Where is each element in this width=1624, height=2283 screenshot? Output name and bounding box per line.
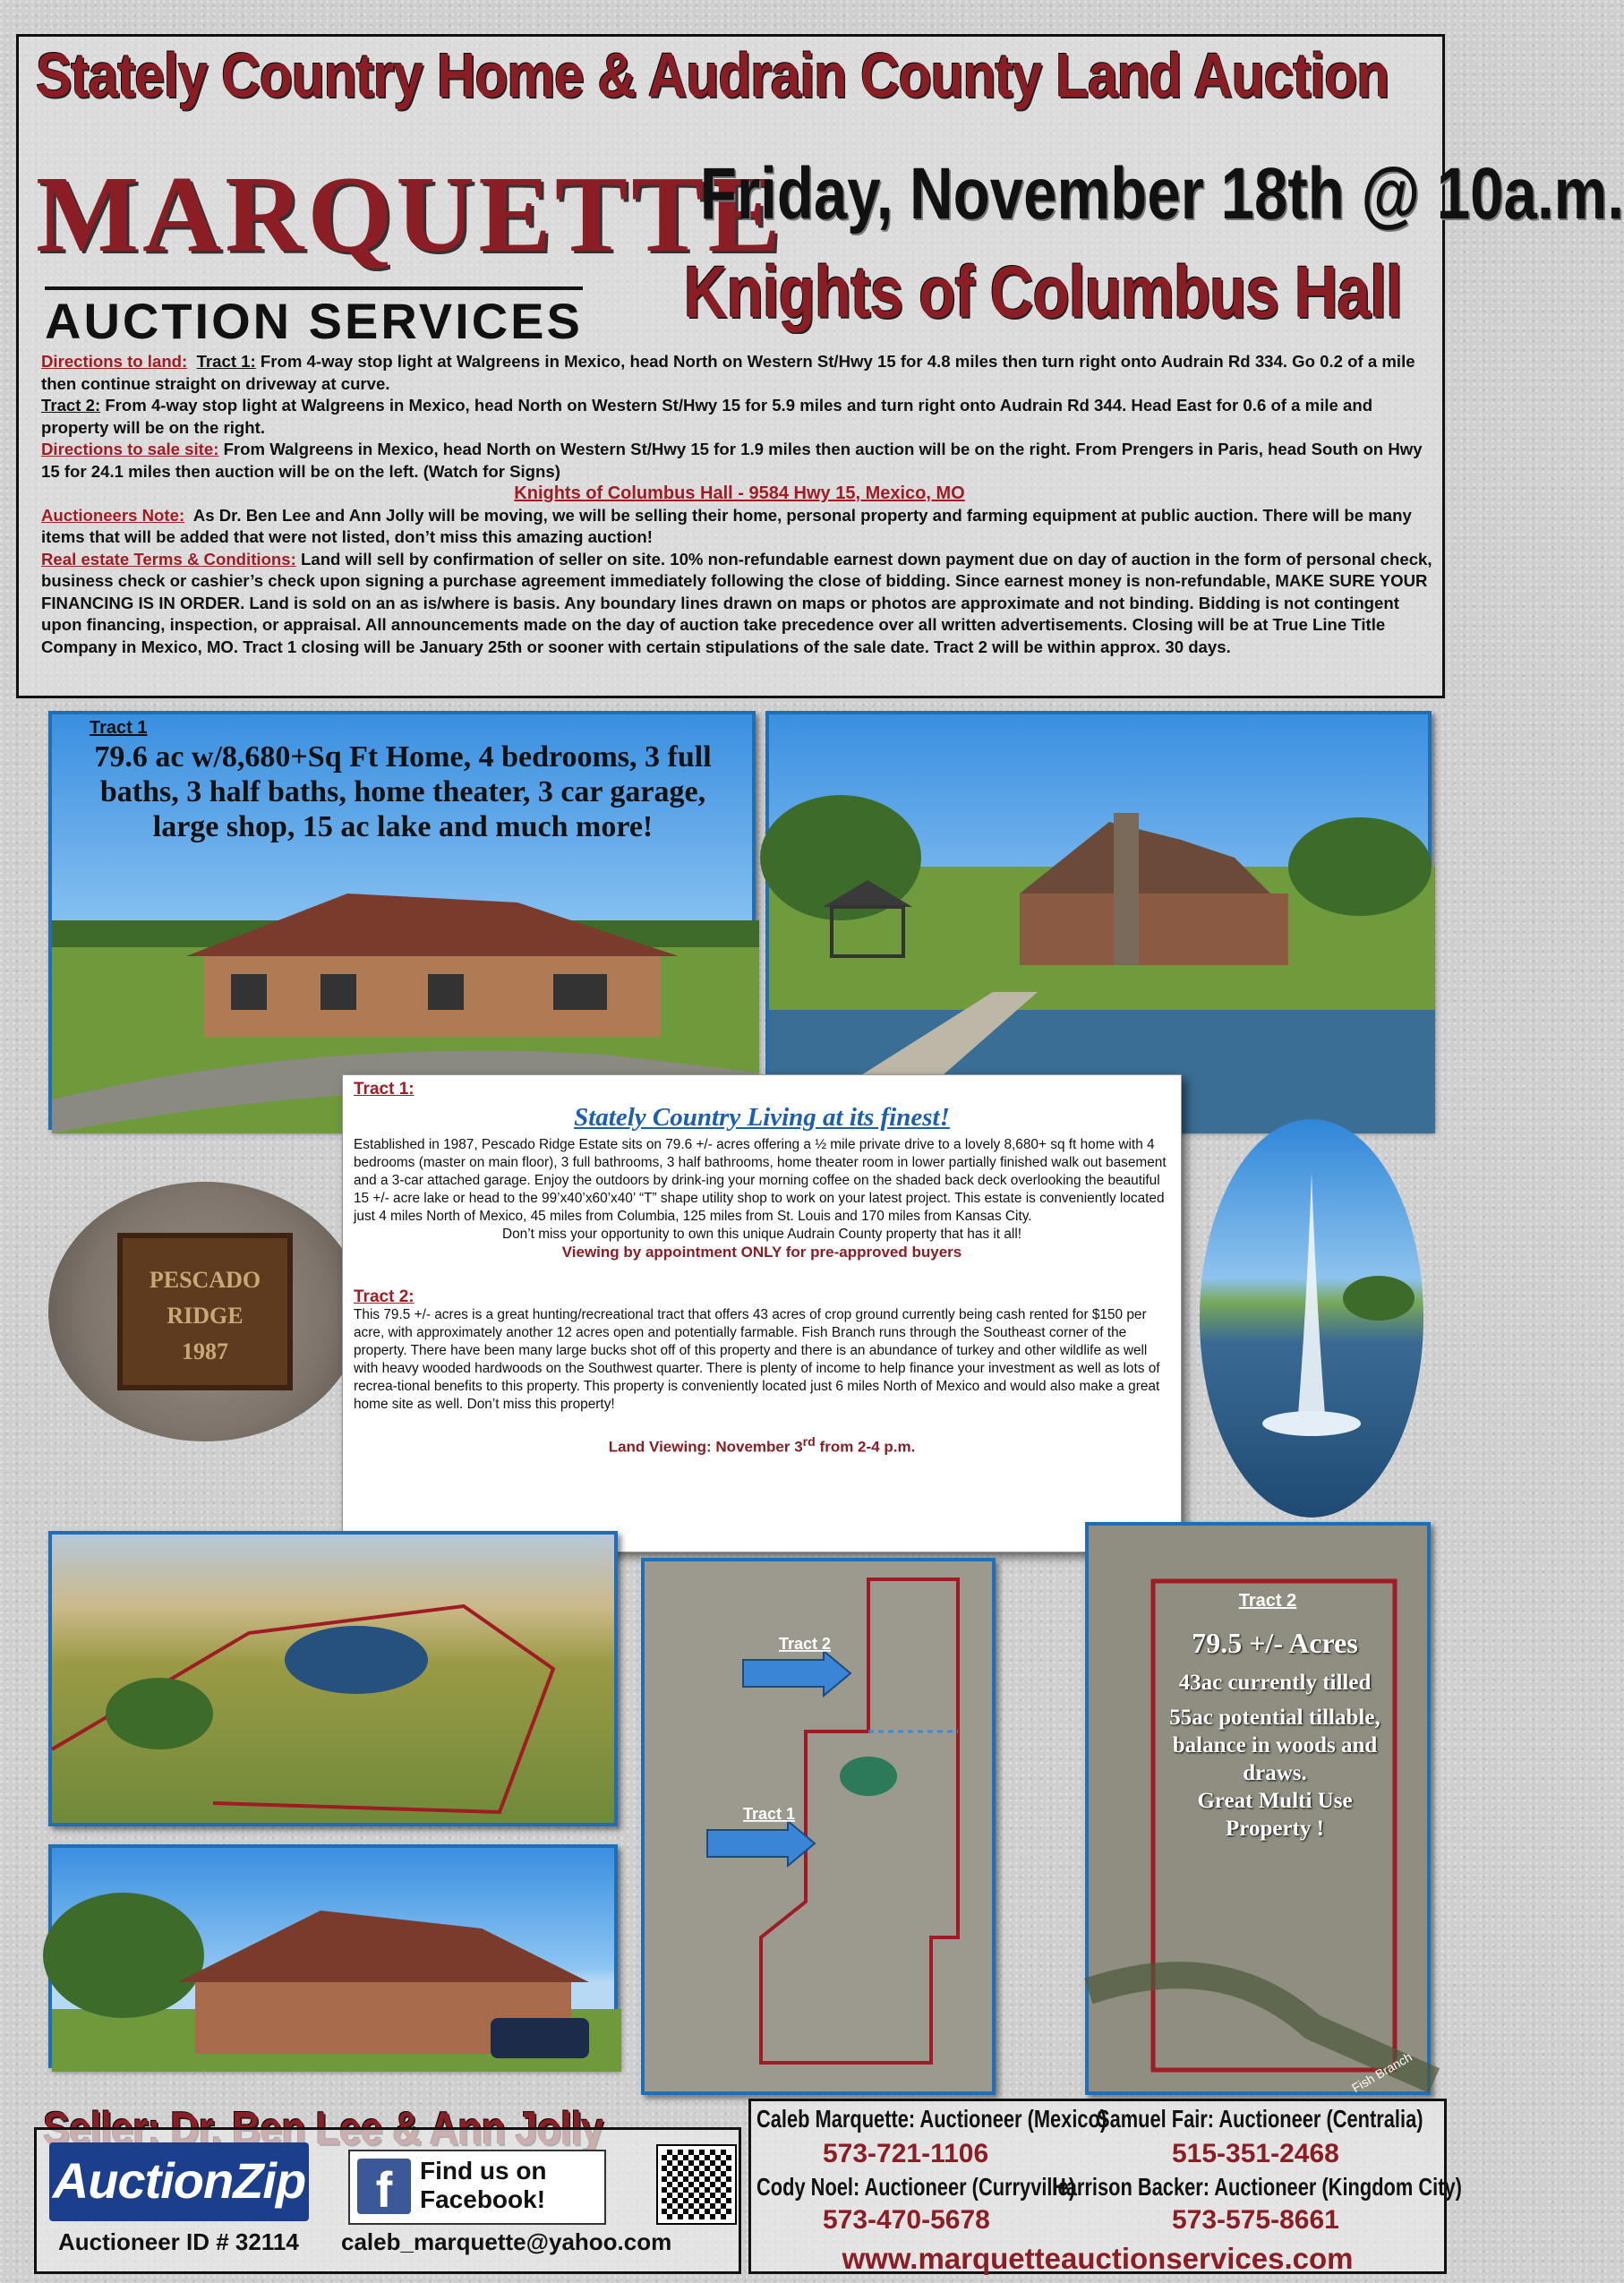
directions-site-text: From Walgreens in Mexico, head North on Western St/Hwy 15 for 1.9 miles then auction will be on the right. From Prengers in Paris, head South on Hwy 15 for 24.1 miles then auction will be on the left. (Watch for Signs): [41, 440, 1423, 481]
tract1-caption: [72, 716, 734, 844]
directions-site-label: Directions to sale site:: [41, 440, 219, 458]
contact2-name: Samuel Fair: Auctioneer (Centralia): [1097, 2105, 1423, 2133]
tract2-line1: 43ac currently tilled: [1178, 1671, 1372, 1695]
contact4-phone[interactable]: 573-575-8661: [1172, 2205, 1339, 2235]
tract2-line3: Great Multi Use Property !: [1197, 1789, 1353, 1841]
aerial-lake-photo: [48, 1531, 618, 1826]
lake-gazebo-illustration: [769, 714, 1435, 1133]
terms-text: Land will sell by confirmation of seller on site. 10% non-refundable earnest down payment due on day of auction in the form of personal check, business check or cashier’s check upon signing a purchase agreement immediately following the close of bidding. Since earnest money is non-refundable, MAKE SURE YOUR FINANCING IS IN ORDER. Land is sold on an as is/where is basis. Any boundary lines drawn on maps or photos are approximate and not binding. Bidding is not contingent upon financing, inspection, or appraisal. All announcements made on the day of auction take precedence over all written advertisements. Closing will be at True Line Title Company in Mexico, MO. Tract 1 closing will be January 25th or sooner with certain stipulations of the sale date. Tract 2 will be within approx. 30 days.: [41, 549, 1432, 656]
tract1-caption-label: Tract 1: [90, 718, 148, 738]
tract1-directions-text: From 4-way stop light at Walgreens in Mexico, head North on Western St/Hwy 15 for 4.8 miles then turn right onto Audrain Rd 334. Go 0.2 of a mile then continue straight on driveway at curve.: [41, 352, 1415, 393]
pescado-ridge-sign-photo: [48, 1182, 362, 1441]
home-side-illustration: [52, 1848, 621, 2072]
lake-gazebo-photo: [765, 711, 1432, 1130]
tract1-caption-text: 79.6 ac w/8,680+Sq Ft Home, 4 bedrooms, 3 full baths, 3 half baths, home theater, 3 car garage, large shop, 15 ac lake and much more!: [94, 740, 712, 843]
contact3-phone[interactable]: 573-470-5678: [823, 2205, 990, 2235]
tract1-directions-label: Tract 1:: [196, 352, 256, 371]
terms: [41, 549, 1438, 659]
terms-label: Real estate Terms & Conditions:: [41, 549, 296, 569]
contact3-name: Cody Noel: Auctioneer (Curryville): [756, 2173, 1075, 2201]
contact4-name: Harrison Backer: Auctioneer (Kingdom City): [1052, 2173, 1462, 2201]
land-viewing-prefix: Land Viewing: November 3: [608, 1438, 803, 1456]
aerial-illustration: [52, 1535, 621, 1830]
tract2-directions-text: From 4-way stop light at Walgreens in Mexico, head North on Western St/Hwy 15 for 5.9 miles and turn right onto Audrain Rd 344. Head East for 0.6 of a mile and property will be on the right.: [41, 396, 1373, 437]
land-viewing-suffix: from 2-4 p.m.: [815, 1438, 916, 1456]
facebook-badge[interactable]: [348, 2150, 606, 2225]
lake-fountain-photo: [1200, 1119, 1423, 1518]
desc-tract1-body: Established in 1987, Pescado Ridge Estate sits on 79.6 +/- acres offering a ½ mile private drive to a lovely 8,680+ sq ft home with 4 bedrooms (master on main floor), 3 full bathrooms, 3 half bathrooms, home theater room in lower partially finished walk out basement and a 3-car attached garage. Enjoy the outdoors by drink-ing your morning coffee on the shaded back deck overlooking the beautiful 15 +/- acre lake or head to the 99’x40’x60’x40’ “T” shape utility shop to work on your latest project. This estate is conveniently located just 4 miles North of Mexico, 45 miles from Columbia, 125 miles from St. Louis and 170 miles from Kansas City.: [354, 1137, 1167, 1224]
tract2-acres: 79.5 +/- Acres: [1192, 1627, 1358, 1659]
desc-tract1-closing: Don’t miss your opportunity to own this unique Audrain County property that has it all!: [501, 1227, 1022, 1242]
directions-site: [41, 439, 1438, 483]
contact-email[interactable]: caleb_marquette@yahoo.com: [341, 2228, 672, 2255]
auction-venue: Knights of Columbus Hall: [683, 252, 1402, 333]
satellite-map-photo: [641, 1558, 996, 2095]
sign-line2: RIDGE: [167, 1303, 244, 1329]
badges-box: [34, 2127, 741, 2274]
fountain-illustration: [1200, 1119, 1423, 1518]
desc-tract1-heading: Tract 1:: [354, 1080, 415, 1099]
tract2-photo-text: [1160, 1624, 1389, 1843]
marquette-logo: [36, 152, 784, 349]
auctioneers-note: [41, 505, 1438, 549]
facebook-icon: f: [357, 2159, 411, 2214]
contact1-phone[interactable]: 573-721-1106: [823, 2139, 989, 2168]
map-tract1-label: Tract 1: [743, 1805, 796, 1823]
map-tract2-label: Tract 2: [779, 1635, 832, 1653]
logo-sub-text: AUCTION SERVICES: [45, 286, 583, 350]
tract2-aerial-photo: [1085, 1522, 1431, 2095]
hall-address: Knights of Columbus Hall - 9584 Hwy 15, Mexico, MO: [514, 483, 965, 503]
description-box: [342, 1074, 1182, 1552]
tract2-directions-label: Tract 2:: [41, 396, 101, 415]
qr-code-icon[interactable]: [658, 2146, 735, 2223]
logo-main-text: MARQUETTE: [36, 154, 784, 275]
auctioneer-id: Auctioneer ID # 32114: [58, 2228, 299, 2255]
tract2-line2: 55ac potential tillable, balance in woods and draws.: [1169, 1706, 1380, 1785]
info-block: [41, 351, 1438, 658]
home-photo-side: [48, 1844, 618, 2068]
sign-illustration: [48, 1182, 362, 1441]
sign-line3: 1987: [182, 1338, 228, 1364]
tract2-photo-label: Tract 2: [1238, 1591, 1297, 1611]
desc-tract2-heading: Tract 2:: [354, 1287, 415, 1306]
land-viewing-sup: rd: [802, 1435, 816, 1449]
note-text: As Dr. Ben Lee and Ann Jolly will be moving, we will be selling their home, personal property and farming equipment at public auction. There will be many items that will be added that were not listed, don’t miss this amazing auction!: [41, 505, 1412, 546]
sign-line1: PESCADO: [149, 1267, 261, 1293]
land-viewing: [354, 1433, 1170, 1457]
desc-viewing: Viewing by appointment ONLY for pre-approved buyers: [561, 1244, 962, 1261]
tract2-directions: [41, 395, 1438, 439]
directions-land-label: Directions to land:: [41, 352, 188, 371]
contact1-name: Caleb Marquette: Auctioneer (Mexico): [756, 2105, 1107, 2133]
auction-title: Stately Country Home & Audrain County Land Auction: [36, 40, 1389, 110]
website-link[interactable]: www.marquetteauctionservices.com: [842, 2242, 1354, 2275]
desc-slogan: Stately Country Living at its finest!: [574, 1103, 950, 1132]
fish-branch-label: Fish Branch: [1349, 2049, 1415, 2096]
note-label: Auctioneers Note:: [41, 505, 185, 525]
satellite-map-illustration: [645, 1561, 999, 2099]
desc-tract2-body: This 79.5 +/- acres is a great hunting/recreational tract that offers 43 acres of crop ground currently being cash rented for $150 per acre, with approximately another 12 acres open and potentially farmable. Fish Branch runs through the Southeast corner of the property. There have been many large bucks shot off of this property and there is an abundance of turkey and other wildlife as well with heavy wooded hardwoods on the Southwest quarter. There is plenty of income to help finance your investment as well as lots of recrea-tional benefits to this property. This property is conveniently located just 6 miles North of Mexico and would also make a great home site as well. Don’t miss this property!: [354, 1307, 1160, 1412]
facebook-text: Find us on Facebook!: [420, 2157, 547, 2213]
auction-date: Friday, November 18th @ 10a.m.: [699, 153, 1624, 235]
contact2-phone[interactable]: 515-351-2468: [1172, 2139, 1339, 2168]
directions-land: [41, 351, 1438, 395]
auctionzip-logo[interactable]: AuctionZip: [49, 2142, 309, 2221]
